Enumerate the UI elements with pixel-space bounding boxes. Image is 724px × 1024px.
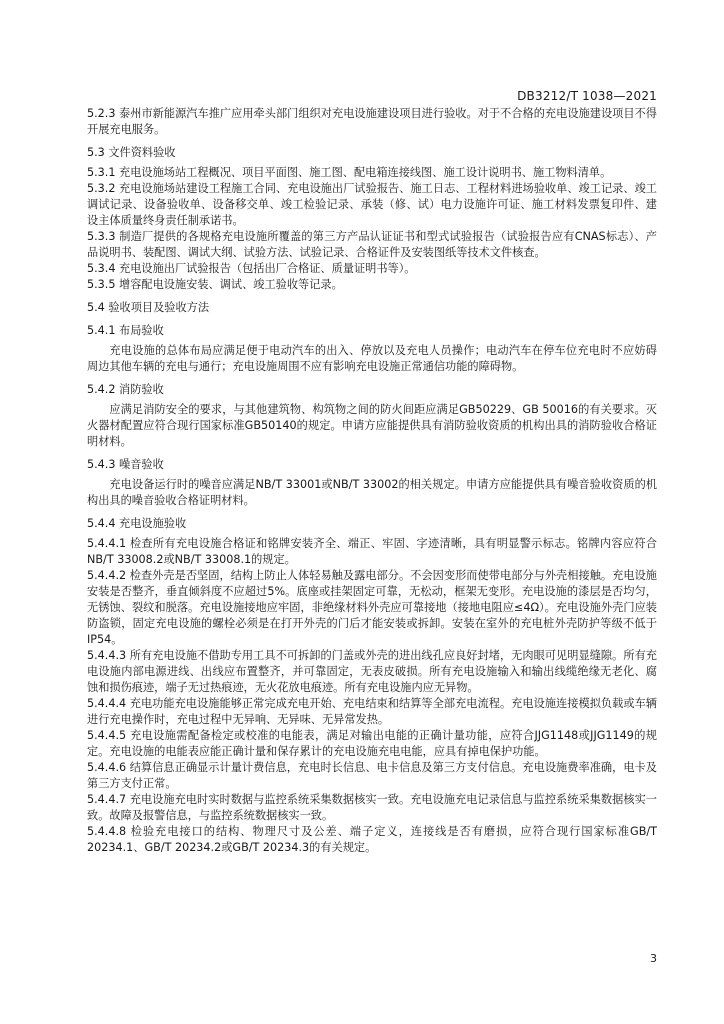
section-heading-5-4-3: 5.4.3 噪音验收 [87, 458, 164, 471]
clause-5-4-4-8: 5.4.4.8 检验充电接口的结构、物理尺寸及公差、端子定义，连接线是否有磨损，应符合现行国家标准GB/T 20234.1、GB/T 20234.2或GB/T 20234.3的有关规定。 [87, 825, 657, 854]
section-heading-5-4-2: 5.4.2 消防验收 [87, 383, 164, 396]
clause-5-3-5: 5.3.5 增容配电设施安装、调试、竣工验收等记录。 [87, 278, 343, 291]
clause-5-3-1: 5.3.1 充电设施场站工程概况、项目平面图、施工图、配电箱连接线图、施工设计说明书、施工物料清单。 [87, 166, 612, 179]
section-heading-5-4-1: 5.4.1 布局验收 [87, 324, 164, 337]
fire-acceptance-text: 应满足消防安全的要求，与其他建筑物、构筑物之间的防火间距应满足GB50229、GB 50016的有关要求。灭火器材配置应符合现行国家标准GB50140的规定。申请方应能提供具有消防验收资质的机构出具的消防验收合格证明材料。 [87, 403, 657, 448]
clause-5-2-3: 5.2.3 泰州市新能源汽车推广应用牵头部门组织对充电设施建设项目进行验收。对于不合格的充电设施建设项目不得开展充电服务。 [87, 107, 657, 136]
standard-code: DB3212/T 1038—2021 [517, 89, 657, 103]
layout-acceptance-text: 充电设施的总体布局应满足便于电动汽车的出入、停放以及充电人员操作；电动汽车在停车位充电时不应妨碍周边其他车辆的充电与通行；充电设施周围不应有影响充电设施正常通信功能的障碍物。 [87, 344, 657, 373]
clause-5-4-4-2: 5.4.4.2 检查外壳是否坚固，结构上防止人体轻易触及露电部分。不会因变形而使带电部分与外壳相接触。充电设施安装是否整齐，垂直倾斜度不应超过5%。底座或挂架固定可靠，无松动，框架无变形。充电设施的漆层是否均匀，无锈蚀、裂纹和脱落。充电设施接地应牢固，非绝缘材料外壳应可靠接地（接地电阻应≤4Ω）。充电设施外壳门应装防盗锁，固定充电设施的螺栓必须是在打开外壳的门后才能安装或拆卸。安装在室外的充电桩外壳防护等级不低于IP54。 [87, 569, 657, 646]
page-number: 3 [650, 952, 657, 965]
clause-5-3-2: 5.3.2 充电设施场站建设工程施工合同、充电设施出厂试验报告、施工日志、工程材料进场验收单、竣工记录、竣工调试记录、设备验收单、设备移交单、竣工检验记录、承装（修、试）电力设施许可证、施工材料发票复印件、建设主体质量终身责任制承诺书。 [87, 182, 657, 227]
document-body [87, 106, 657, 856]
clause-5-4-4-5: 5.4.4.5 充电设施需配备检定或校准的电能表，满足对输出电能的正确计量功能，应符合JJG1148或JJG1149的规定。充电设施的电能表应能正确计量和保存累计的充电设施充电电能，应具有掉电保护功能。 [87, 729, 657, 758]
section-heading-5-4: 5.4 验收项目及验收方法 [87, 301, 210, 314]
section-heading-5-4-4: 5.4.4 充电设施验收 [87, 517, 187, 530]
clause-5-4-4-3: 5.4.4.3 所有充电设施不借助专用工具不可拆卸的门盖或外壳的进出线孔应良好封堵，无肉眼可见明显缝隙。所有充电设施内部电源进线、出线应布置整齐，并可靠固定，无表皮破损。所有充电设施输入和输出线缆绝缘无老化、腐蚀和损伤痕迹，端子无过热痕迹，无火花放电痕迹。所有充电设施内应无异物。 [87, 649, 657, 694]
clause-5-4-4-4: 5.4.4.4 充电功能充电设施能够正常完成充电开始、充电结束和结算等全部充电流程。充电设施连接模拟负载或车辆进行充电操作时，充电过程中无异响、无异味、无异常发热。 [87, 697, 657, 726]
clause-5-4-4-1: 5.4.4.1 检查所有充电设施合格证和铭牌安装齐全、端正、牢固、字迹清晰，具有明显警示标志。铭牌内容应符合NB/T 33008.2或NB/T 33008.1的规定。 [87, 537, 657, 566]
noise-acceptance-text: 充电设备运行时的噪音应满足NB/T 33001或NB/T 33002的相关规定。申请方应能提供具有噪音验收资质的机构出具的噪音验收合格证明材料。 [87, 478, 657, 507]
clause-5-4-4-6: 5.4.4.6 结算信息正确显示计量计费信息，充电时长信息、电卡信息及第三方支付信息。充电设施费率准确，电卡及第三方支付正常。 [87, 761, 657, 790]
clause-5-3-3: 5.3.3 制造厂提供的各规格充电设施所覆盖的第三方产品认证证书和型式试验报告（试验报告应有CNAS标志）、产品说明书、装配图、调试大纲、试验方法、试验记录、合格证件及安装图纸等技术文件核查。 [87, 230, 657, 259]
clause-5-4-4-7: 5.4.4.7 充电设施充电时实时数据与监控系统采集数据核实一致。充电设施充电记录信息与监控系统采集数据核实一致。故障及报警信息，与监控系统数据核实一致。 [87, 793, 657, 822]
clause-5-3-4: 5.3.4 充电设施出厂试验报告（包括出厂合格证、质量证明书等）。 [87, 262, 416, 275]
section-heading-5-3: 5.3 文件资料验收 [87, 146, 176, 159]
